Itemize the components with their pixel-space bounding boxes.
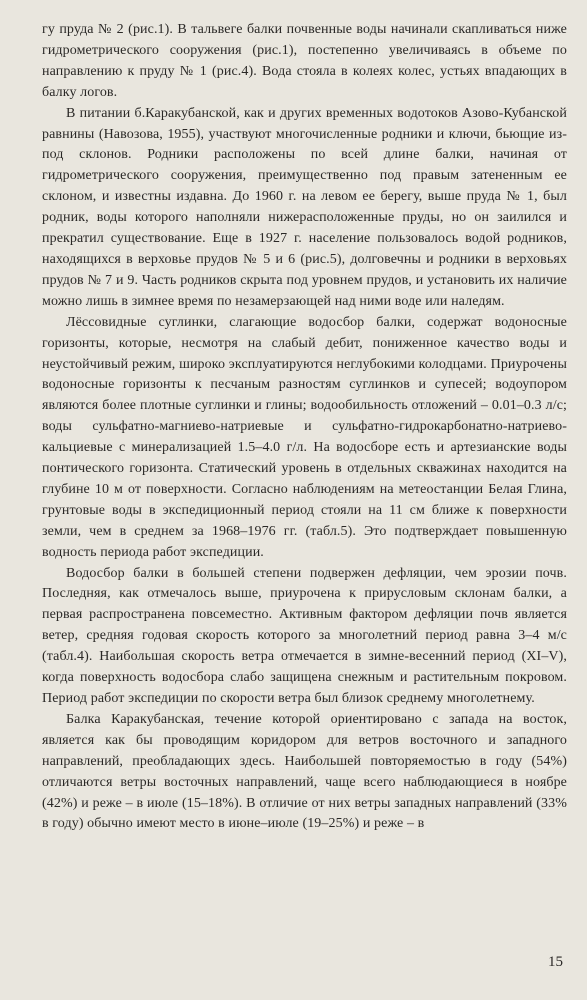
paragraph-2: В питании б.Каракубанской, как и других временных водотоков Азово-Кубанской равнины (Навозова, 1955), участвуют многочисленные родники и ключи, бьющие из-под склонов. Родники расположены по всей длине балки, начиная от гидрометрического сооружения, преимущественно под правым затененным ее склоном, и известны издавна. До 1960 г. на левом ее берегу, выше пруда № 1, был родник, воды которого наполняли нижерасположенные пруды, но он заилился и прекратил существование. Еще в 1927 г. население пользовалось водой родников, находящихся в верховье прудов № 5 и 6 (рис.5), долговечны и родники в верховьях прудов № 7 и 9. Часть родников скрыта под уровнем прудов, и установить их наличие можно лишь в зимнее время по незамерзающей над ними воде или наледям. bbox=[42, 105, 567, 309]
paragraph-1: гу пруда № 2 (рис.1). В тальвеге балки почвенные воды начинали скапливаться ниже гидрометрического сооружения (рис.1), постепенно увеличиваясь в объеме по направлению к пруду № 1 (рис.4). Вода стояла в колеях колес, устьях впадающих в балку логов. bbox=[42, 22, 567, 100]
paragraph-5: Балка Каракубанская, течение которой ориентировано с запада на восток, является как бы проводящим коридором для ветров восточного и западного направлений, преобладающих здесь. Наибольшей повторяемостью в году (54%) отличаются ветры восточных направлений, чаще всего наблюдающиеся в ноябре (42%) и реже – в июле (15–18%). В отличие от них ветры западных направлений (33% в году) обычно имеют место в июне–июле (19–25%) и реже – в bbox=[42, 711, 567, 832]
paragraph-3: Лёссовидные суглинки, слагающие водосбор балки, содержат водоносные горизонты, которые, несмотря на слабый дебит, пониженное качество воды и неустойчивый режим, широко эксплуатируются неглубокими колодцами. Приурочены водоносные горизонты к песчаным разностям суглинков и супесей; водоупором являются более плотные суглинки и глины; водообильность отложений – 0.01–0.3 л/с; воды сульфатно-магниево-натриевые и сульфатно-гидрокарбонатно-натриево-кальциевые с минерализацией 1.5–4.0 г/л. На водосборе есть и артезианские воды понтического горизонта. Статический уровень в отдельных скважинах находится на глубине 10 м от поверхности. Согласно наблюдениям на метеостанции Белая Глина, грунтовые воды в экспедиционный период стояли на 11 см ближе к поверхности земли, чем в среднем за 1968–1976 гг. (табл.5). Это подтверждает повышенную водность периода работ экспедиции. bbox=[42, 314, 567, 560]
page-number: 15 bbox=[548, 954, 563, 970]
paragraph-4: Водосбор балки в большей степени подвержен дефляции, чем эрозии почв. Последняя, как отмечалось выше, приурочена к прирусловым склонам балки, а первая распространена повсеместно. Активным фактором дефляции почв является ветер, средняя годовая скорость которого за многолетний период равна 3–4 м/с (табл.4). Наибольшая скорость ветра отмечается в зимне-весенний период (XI–V), когда поверхность водосбора слабо защищена снежным и растительным покровом. Период работ экспедиции по скорости ветра был близок среднему многолетнему. bbox=[42, 565, 567, 706]
